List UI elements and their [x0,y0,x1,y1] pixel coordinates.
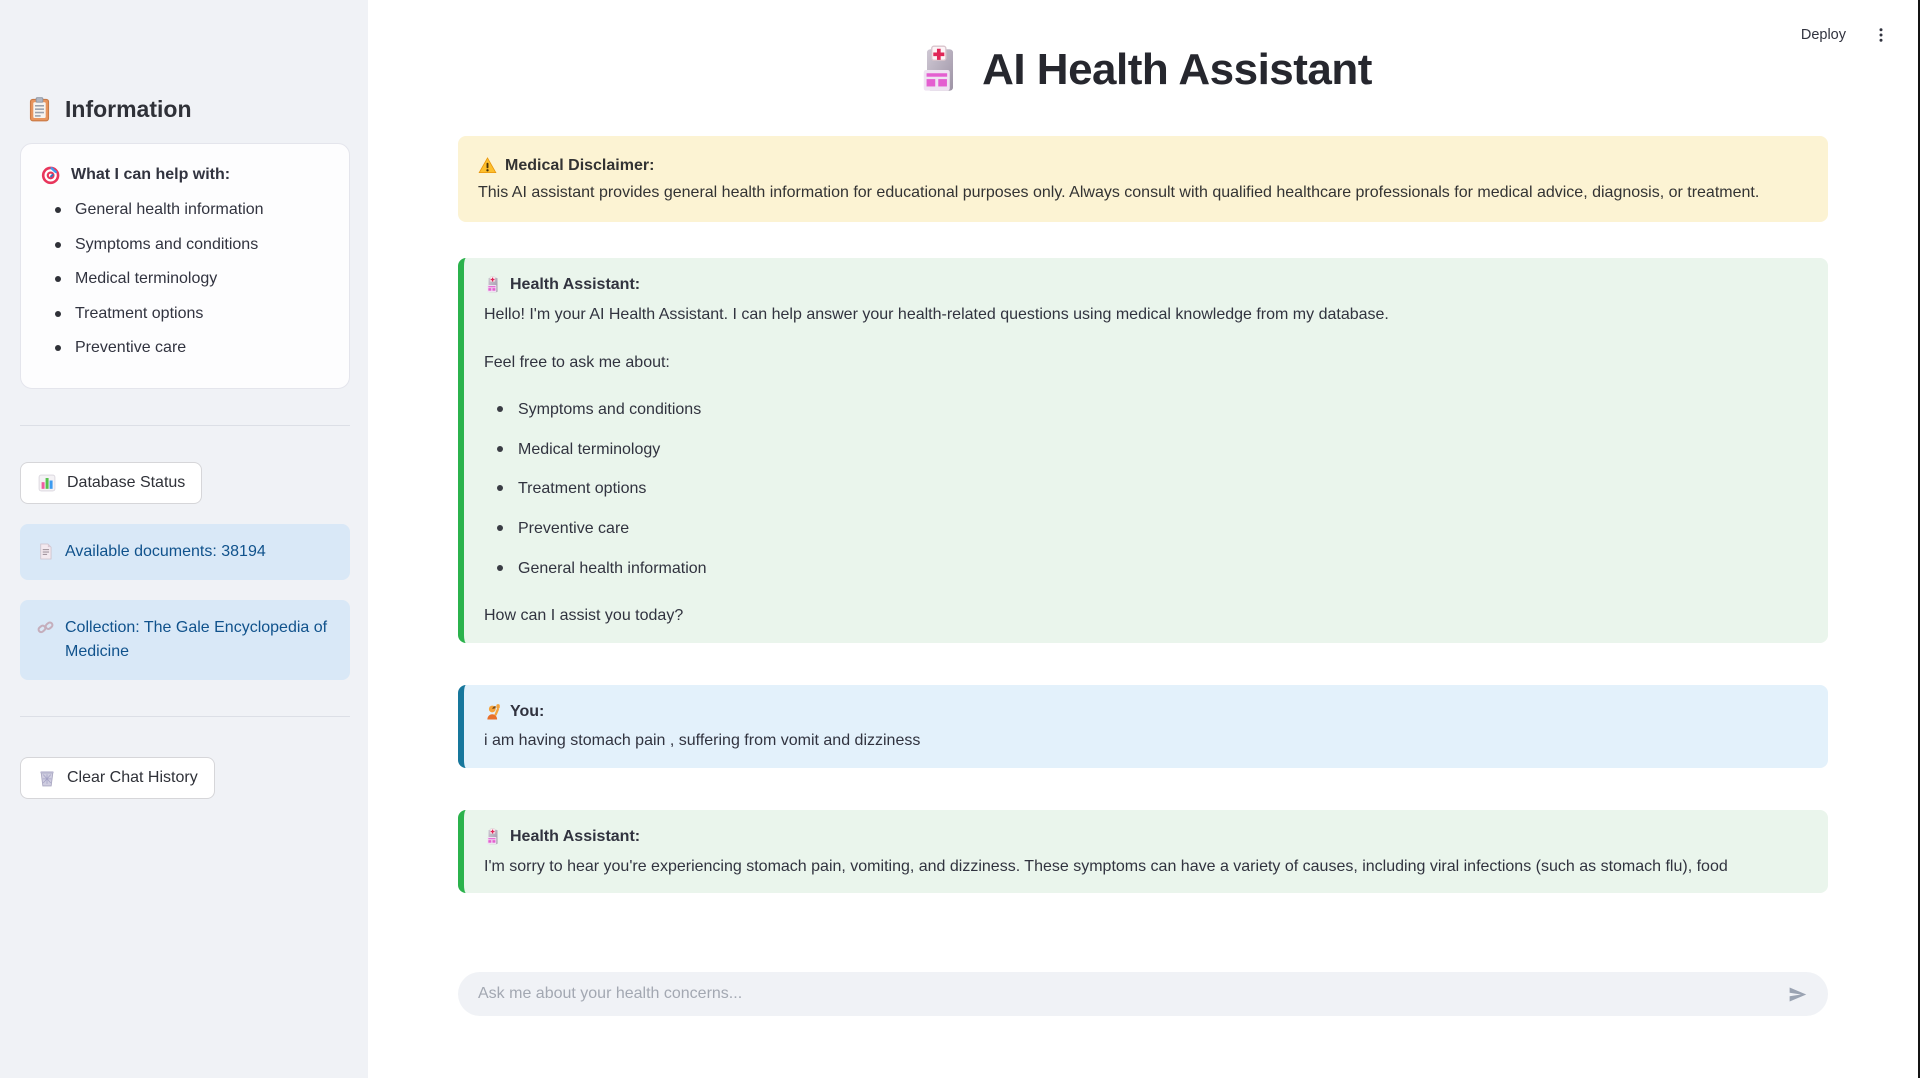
sidebar-divider [20,716,350,717]
list-item: Symptoms and conditions [51,234,329,256]
list-item: Medical terminology [51,268,329,290]
message-text: How can I assist you today? [484,607,684,625]
message-text: Hello! I'm your AI Health Assistant. I can help answer your health-related questions using medical knowledge from my database. [484,305,1389,323]
sidebar [0,0,368,1078]
clipboard-icon [26,96,53,123]
clear-chat-history-label: Clear Chat History [67,768,198,786]
list-item: Treatment options [51,303,329,325]
chat-input-bar [368,953,1920,1078]
chat-input-container [458,972,1828,1016]
medical-disclaimer [458,136,1828,222]
kebab-menu-button[interactable] [1872,26,1890,44]
list-item: General health information [492,556,1808,582]
link-icon [36,618,55,637]
user-message [458,685,1828,768]
list-item: Preventive care [492,516,1808,542]
main-area [368,0,1920,1078]
available-documents-info [20,524,350,580]
message-speaker [484,272,1808,298]
trash-icon [37,768,57,788]
clear-chat-history-button[interactable] [20,757,215,799]
hospital-icon [484,828,502,846]
send-button[interactable] [1777,978,1818,1011]
list-item: Medical terminology [492,437,1808,463]
deploy-button[interactable]: Deploy [1800,27,1846,43]
database-status-label: Database Status [67,473,186,491]
list-item: General health information [51,199,329,221]
message-text: i am having stomach pain , suffering from vomit and dizziness [484,732,921,750]
message-list [492,397,1808,581]
help-card-heading [41,164,329,185]
disclaimer-body: This AI assistant provides general health information for educational purposes only. Always consult with qualified healthcare professionals for medical advice, diagnosis, or treatment. [478,184,1760,202]
bar-chart-icon [37,473,57,493]
app-toolbar [1801,26,1890,44]
available-documents-text: Available documents: 38194 [65,542,266,560]
warning-icon [478,156,497,175]
list-item: Symptoms and conditions [492,397,1808,423]
message-speaker [484,824,1808,850]
sidebar-title [26,96,350,123]
sidebar-title-label: Information [65,96,192,122]
person-raising-hand-icon [484,703,502,721]
page-title-label: AI Health Assistant [982,45,1372,94]
kebab-menu-icon [1872,26,1890,44]
hospital-icon [484,276,502,294]
speaker-label: Health Assistant: [510,827,641,845]
document-icon [36,542,55,561]
assistant-message [458,258,1828,642]
disclaimer-heading [478,152,1808,179]
message-speaker [484,699,1808,725]
list-item: Treatment options [492,476,1808,502]
target-icon [41,164,62,185]
speaker-label: Health Assistant: [510,276,641,294]
help-card-heading-label: What I can help with: [71,165,231,183]
collection-text: Collection: The Gale Encyclopedia of Medicine [65,618,328,660]
assistant-message [458,810,1828,893]
message-text: Feel free to ask me about: [484,353,670,371]
help-card [20,143,350,389]
database-status-button[interactable] [20,462,202,504]
help-card-list [51,199,329,359]
collection-info [20,600,350,680]
chat-input[interactable] [478,985,1777,1003]
speaker-label: You: [510,702,545,720]
list-item: Preventive care [51,337,329,359]
sidebar-divider [20,425,350,426]
disclaimer-heading-label: Medical Disclaimer: [505,157,655,174]
page-title [458,0,1828,96]
message-text: I'm sorry to hear you're experiencing stomach pain, vomiting, and dizziness. These symptoms can have a variety of causes, including viral infections (such as stomach flu), food [484,857,1728,875]
send-icon [1787,984,1808,1005]
hospital-icon [914,44,966,96]
